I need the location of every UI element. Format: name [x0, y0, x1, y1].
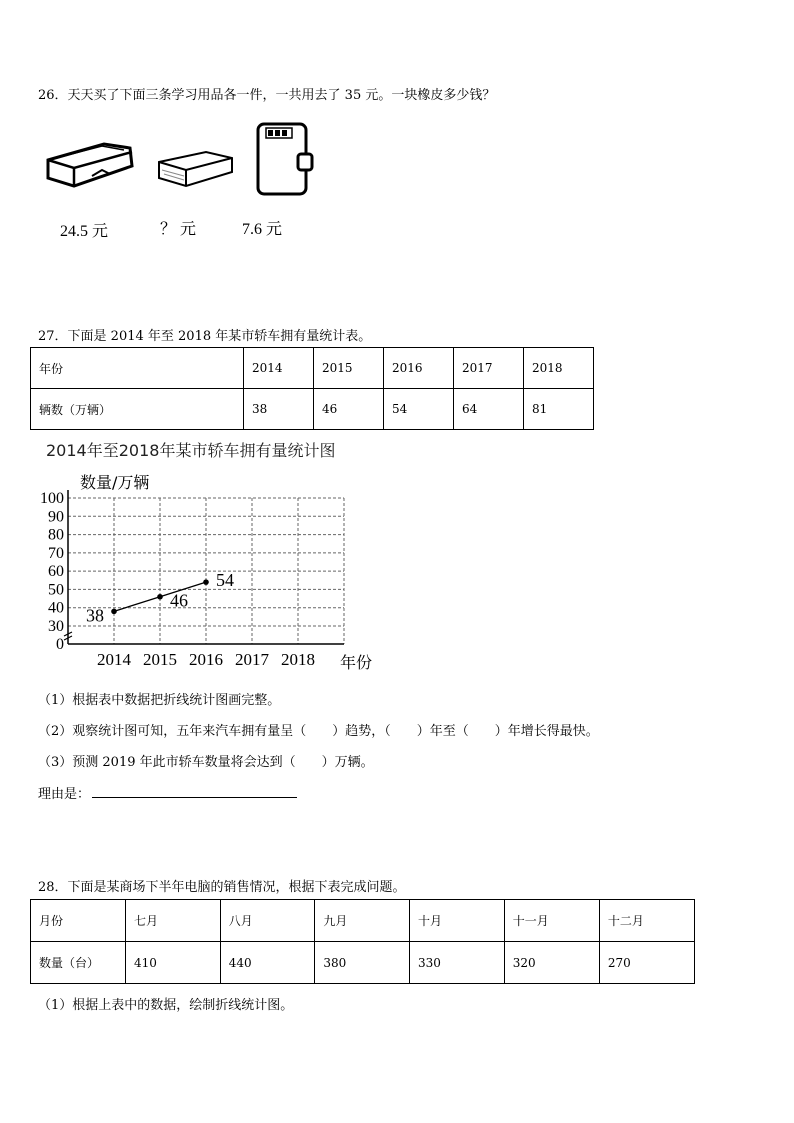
table-cell: 十月	[410, 900, 505, 942]
q28-sub1: （1）根据上表中的数据，绘制折线统计图。	[38, 998, 294, 1013]
table-cell: 九月	[315, 900, 410, 942]
table-row	[31, 942, 695, 984]
table-cell: 2014	[244, 348, 314, 389]
table-cell: 81	[524, 389, 594, 430]
data-point	[111, 609, 117, 615]
reason-answer-line[interactable]	[92, 797, 297, 798]
table-cell: 330	[410, 942, 505, 984]
q27-sub1: （1）根据表中数据把折线统计图画完整。	[38, 693, 281, 708]
eraser-icon	[156, 148, 236, 190]
data-point	[157, 594, 163, 600]
line-chart	[28, 464, 388, 676]
pencil-case-icon	[44, 140, 136, 190]
notebook-price: 7.6 元	[242, 221, 283, 238]
table-cell: 54	[384, 389, 454, 430]
table-row	[31, 389, 594, 430]
q27-text: 27．下面是 2014 年至 2018 年某市轿车拥有量统计表。	[38, 329, 372, 344]
notebook-icon	[254, 118, 316, 198]
y-tick-label: 30	[48, 618, 64, 635]
table-cell: 十二月	[599, 900, 694, 942]
table-cell: 440	[220, 942, 315, 984]
x-tick-label: 2016	[189, 650, 223, 669]
eraser-price: ？ 元	[160, 221, 197, 238]
y-tick-label: 40	[48, 599, 64, 617]
data-point	[203, 579, 209, 585]
pencil-case-price: 24.5 元	[60, 223, 109, 240]
q27-sub2: （2）观察统计图可知，五年来汽车拥有量呈（ ）趋势，（ ）年至（ ）年增长得最快。	[38, 724, 599, 739]
table-cell: 2018	[524, 348, 594, 389]
table-cell: 270	[599, 942, 694, 984]
table-cell: 380	[315, 942, 410, 984]
y-tick-label: 60	[48, 563, 64, 581]
table-cell: 数量（台）	[31, 942, 126, 984]
y-tick-label: 90	[48, 508, 64, 526]
y-tick-label: 50	[48, 581, 64, 599]
table-cell: 八月	[220, 900, 315, 942]
y-axis-label: 数量/万辆	[80, 473, 150, 492]
table-cell: 2015	[314, 348, 384, 389]
table-cell: 七月	[126, 900, 221, 942]
table-cell: 410	[126, 942, 221, 984]
q28-text: 28．下面是某商场下半年电脑的销售情况，根据下表完成问题。	[38, 880, 406, 895]
q26-text: 26．天天买了下面三条学习用品各一件，一共用去了 35 元。一块橡皮多少钱？	[38, 88, 496, 103]
x-tick-label: 2015	[143, 650, 177, 669]
table-cell: 320	[504, 942, 599, 984]
data-label: 54	[216, 570, 234, 591]
y-tick-label: 0	[56, 636, 64, 653]
table-cell: 2017	[454, 348, 524, 389]
data-label: 38	[86, 605, 104, 626]
y-tick-label: 100	[40, 490, 64, 507]
table-header-row	[31, 348, 594, 389]
x-tick-label: 2018	[281, 650, 315, 669]
table-cell: 46	[314, 389, 384, 430]
table-cell: 64	[454, 389, 524, 430]
q28-table	[30, 899, 695, 984]
x-axis-label: 年份	[340, 653, 373, 672]
table-header-row	[31, 900, 695, 942]
y-tick-label: 80	[48, 526, 64, 544]
reason-label: 理由是：	[38, 787, 91, 802]
y-tick-label: 70	[48, 544, 64, 562]
table-cell: 月份	[31, 900, 126, 942]
table-cell: 辆数（万辆）	[31, 389, 244, 430]
table-cell: 38	[244, 389, 314, 430]
table-cell: 十一月	[504, 900, 599, 942]
x-tick-label: 2017	[235, 650, 269, 669]
data-label: 46	[170, 590, 188, 611]
chart-title: 2014年至2018年某市轿车拥有量统计图	[46, 441, 336, 460]
q27-sub3: （3）预测 2019 年此市轿车数量将会达到（ ）万辆。	[38, 755, 374, 770]
q27-table	[30, 347, 594, 430]
x-tick-label: 2014	[97, 650, 131, 669]
table-cell: 年份	[31, 348, 244, 389]
table-cell: 2016	[384, 348, 454, 389]
